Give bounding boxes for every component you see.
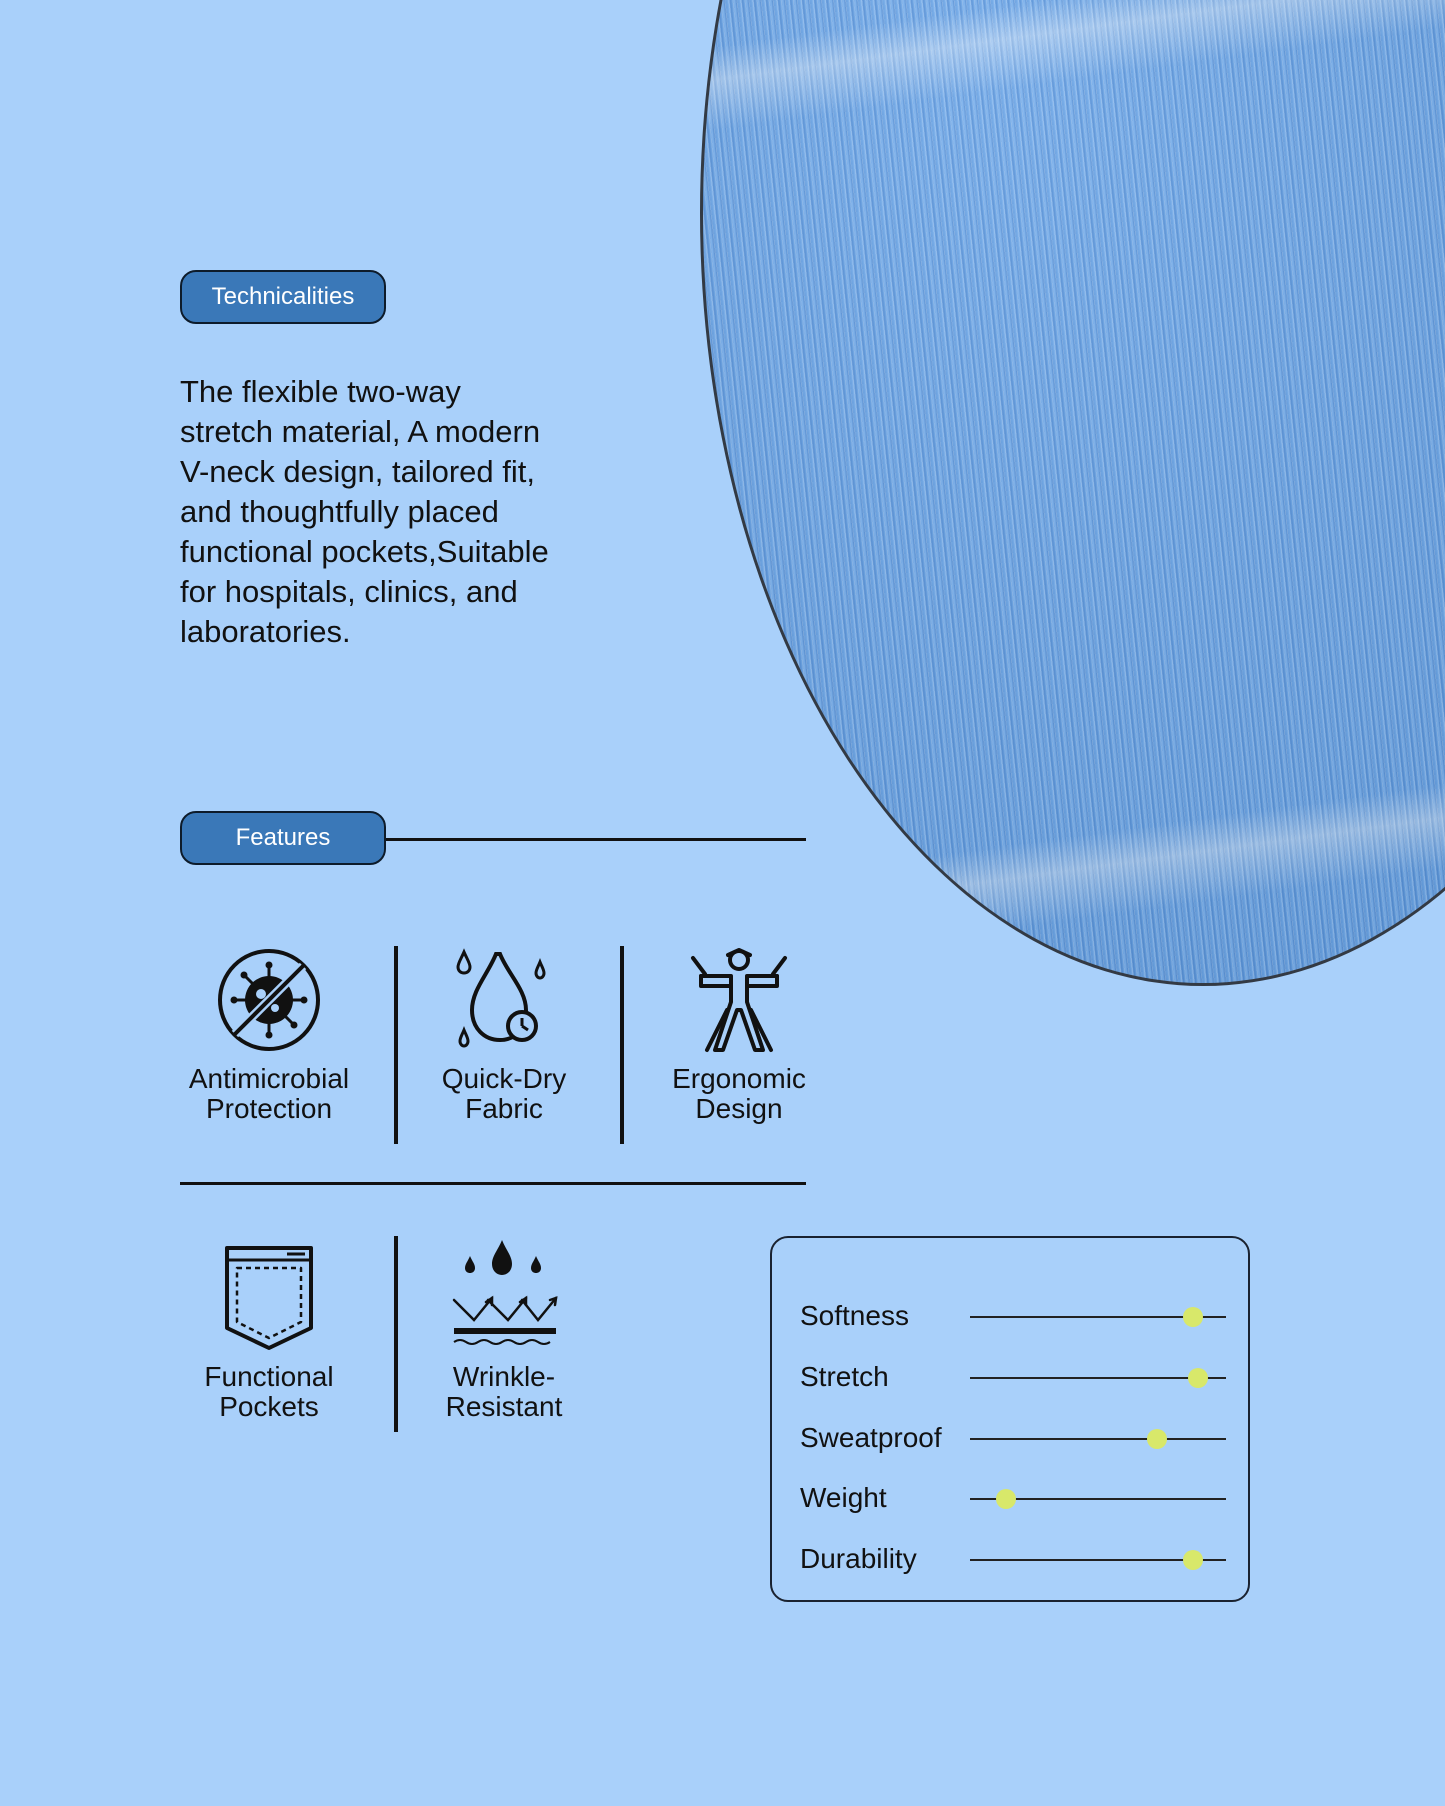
quick-dry-icon — [450, 946, 558, 1054]
feature-label — [159, 1064, 379, 1124]
rating-slider-track — [970, 1438, 1226, 1440]
wrinkle-resistant-icon — [448, 1240, 560, 1352]
rating-row-sweatproof — [772, 1418, 1248, 1458]
feature-label — [394, 1362, 614, 1422]
rating-slider-handle — [1147, 1429, 1167, 1449]
features-header-rule — [384, 838, 806, 841]
ratings-panel — [770, 1236, 1250, 1602]
description-line: laboratories. — [180, 614, 351, 649]
rating-slider-handle — [1183, 1307, 1203, 1327]
features-row-divider — [180, 1182, 806, 1185]
rating-row-durability — [772, 1539, 1248, 1579]
fabric-texture-image — [700, 0, 1445, 986]
description-line: for hospitals, clinics, and — [180, 574, 518, 609]
feature-functional-pockets — [159, 1244, 379, 1422]
feature-label — [394, 1064, 614, 1124]
feature-ergonomic — [629, 946, 849, 1124]
rating-label: Weight — [800, 1482, 887, 1513]
rating-row-stretch — [772, 1357, 1248, 1397]
description-line: stretch material, A modern — [180, 414, 541, 449]
pocket-icon — [215, 1244, 323, 1352]
ergonomic-icon — [685, 946, 793, 1054]
features-label: Features — [180, 811, 386, 865]
feature-quick-dry — [394, 946, 614, 1124]
feature-label-line: Fabric — [465, 1093, 543, 1124]
rating-slider-handle — [1183, 1550, 1203, 1570]
rating-row-weight — [772, 1478, 1248, 1518]
rating-slider-handle — [996, 1489, 1016, 1509]
description-line: and thoughtfully placed — [180, 494, 499, 529]
feature-label-line: Ergonomic — [672, 1063, 806, 1094]
feature-label-line: Wrinkle- — [452, 1361, 556, 1392]
description-line: functional pockets,Suitable — [180, 534, 549, 569]
feature-antimicrobial — [159, 946, 379, 1124]
feature-wrinkle-resistant — [394, 1240, 614, 1422]
feature-label-line: Quick-Dry — [441, 1063, 567, 1094]
feature-label-line: Antimicrobial — [188, 1063, 350, 1094]
feature-divider — [620, 946, 624, 1144]
rating-label: Durability — [800, 1543, 917, 1574]
antimicrobial-icon — [215, 946, 323, 1054]
rating-row-softness — [772, 1296, 1248, 1336]
technicalities-label: Technicalities — [180, 270, 386, 324]
technicalities-description — [180, 372, 600, 652]
feature-label — [629, 1064, 849, 1124]
feature-label-line: Resistant — [445, 1391, 563, 1422]
feature-label — [159, 1362, 379, 1422]
feature-label-line: Protection — [205, 1093, 333, 1124]
rating-slider-handle — [1188, 1368, 1208, 1388]
rating-label: Softness — [800, 1300, 909, 1331]
description-line: The flexible two-way — [180, 374, 461, 409]
rating-label: Stretch — [800, 1361, 889, 1392]
description-line: V-neck design, tailored fit, — [180, 454, 535, 489]
feature-label-line: Design — [695, 1093, 783, 1124]
feature-label-line: Pockets — [219, 1391, 319, 1422]
rating-label: Sweatproof — [800, 1422, 942, 1453]
feature-label-line: Functional — [204, 1361, 334, 1392]
